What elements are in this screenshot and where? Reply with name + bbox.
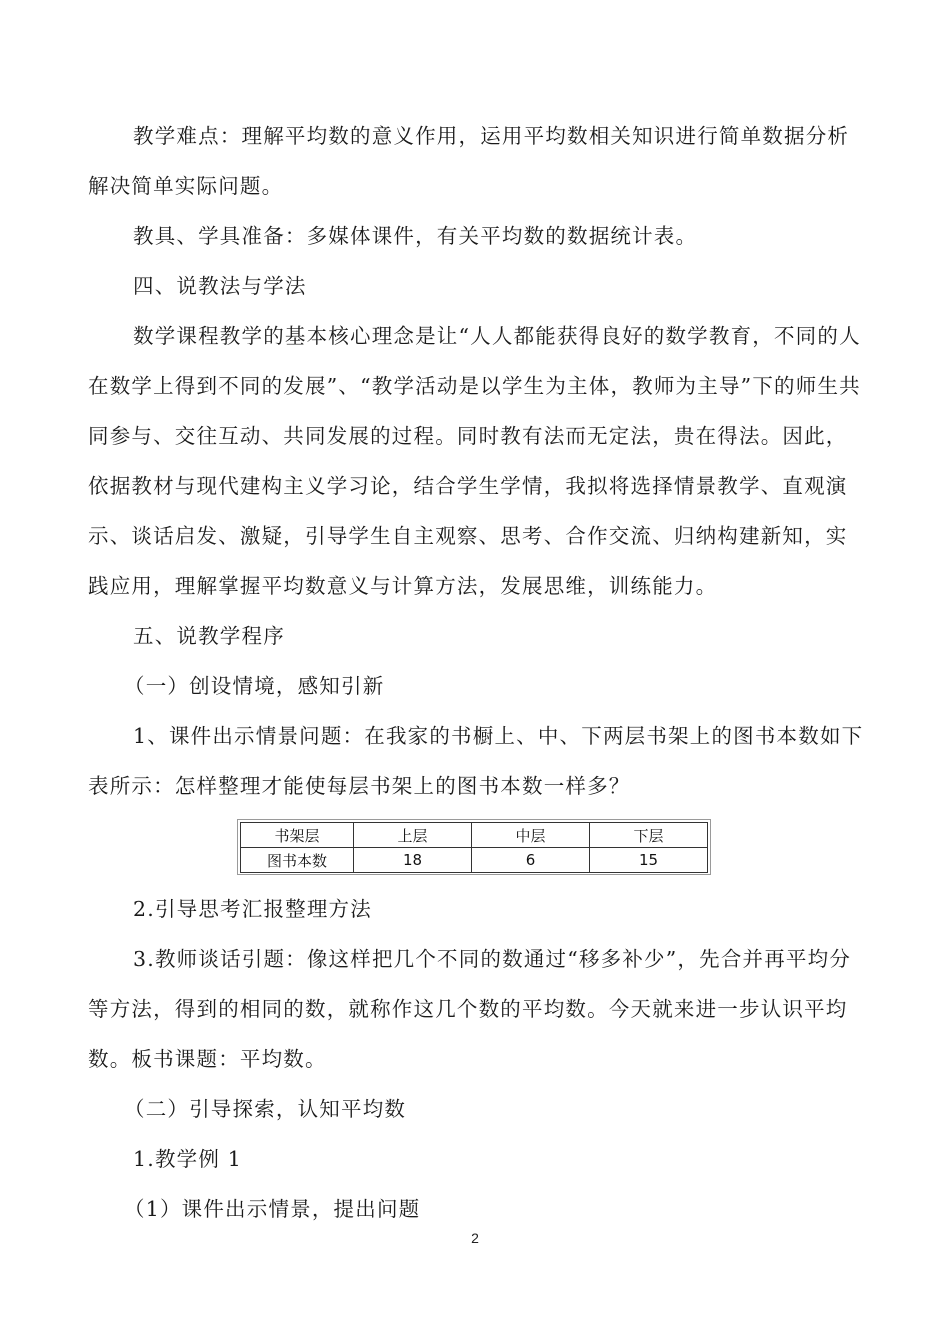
table-row xyxy=(241,848,708,873)
example-1-heading: 1.教学例 1 xyxy=(133,1147,243,1171)
subsection-2-heading: （二）引导探索，认知平均数 xyxy=(124,1097,407,1121)
table-cell: 书架层 xyxy=(241,823,354,848)
teaching-tools-paragraph: 教具、学具准备：多媒体课件，有关平均数的数据统计表。 xyxy=(133,224,698,248)
table-cell: 下层 xyxy=(590,823,708,848)
section-4-heading: 四、说教法与学法 xyxy=(133,274,307,298)
item-3-paragraph: 3.教师谈话引题：像这样把几个不同的数通过“移多补少”，先合并再平均分等方法，得到的相同的数，就称作这几个数的平均数。今天就来进一步认识平均数。板书课题：平均数。 xyxy=(88,947,852,1071)
table-row xyxy=(241,823,708,848)
bookshelf-table xyxy=(240,822,708,873)
section-4-body: 数学课程教学的基本核心理念是让“人人都能获得良好的数学教育，不同的人在数学上得到不同的发展”、“教学活动是以学生为主体，教师为主导”下的师生共同参与、交往互动、共同发展的过程。同时教有法而无定法，贵在得法。因此，依据教材与现代建构主义学习论，结合学生学情，我拟将选择情景教学、直观演示、谈话启发、激疑，引导学生自主观察、思考、合作交流、归纳构建新知，实践应用，理解掌握平均数意义与计算方法，发展思维，训练能力。 xyxy=(88,324,861,598)
table-cell: 中层 xyxy=(472,823,590,848)
bookshelf-table-frame xyxy=(237,819,711,875)
table-cell: 15 xyxy=(590,848,708,873)
page-number: 2 xyxy=(471,1230,479,1246)
section-5-heading: 五、说教学程序 xyxy=(133,624,285,648)
table-cell: 6 xyxy=(472,848,590,873)
table-cell: 图书本数 xyxy=(241,848,354,873)
table-cell: 18 xyxy=(354,848,472,873)
item-2-paragraph: 2.引导思考汇报整理方法 xyxy=(133,897,372,921)
subsection-1-heading: （一）创设情境，感知引新 xyxy=(124,674,385,698)
table-cell: 上层 xyxy=(354,823,472,848)
item-1-paragraph: 1、课件出示情景问题：在我家的书橱上、中、下两层书架上的图书本数如下表所示：怎样整理才能使每层书架上的图书本数一样多？ xyxy=(88,724,864,798)
step-1-paragraph: （1）课件出示情景，提出问题 xyxy=(124,1197,421,1221)
teaching-difficulty-paragraph: 教学难点：理解平均数的意义作用，运用平均数相关知识进行简单数据分析解决简单实际问题。 xyxy=(88,124,850,198)
